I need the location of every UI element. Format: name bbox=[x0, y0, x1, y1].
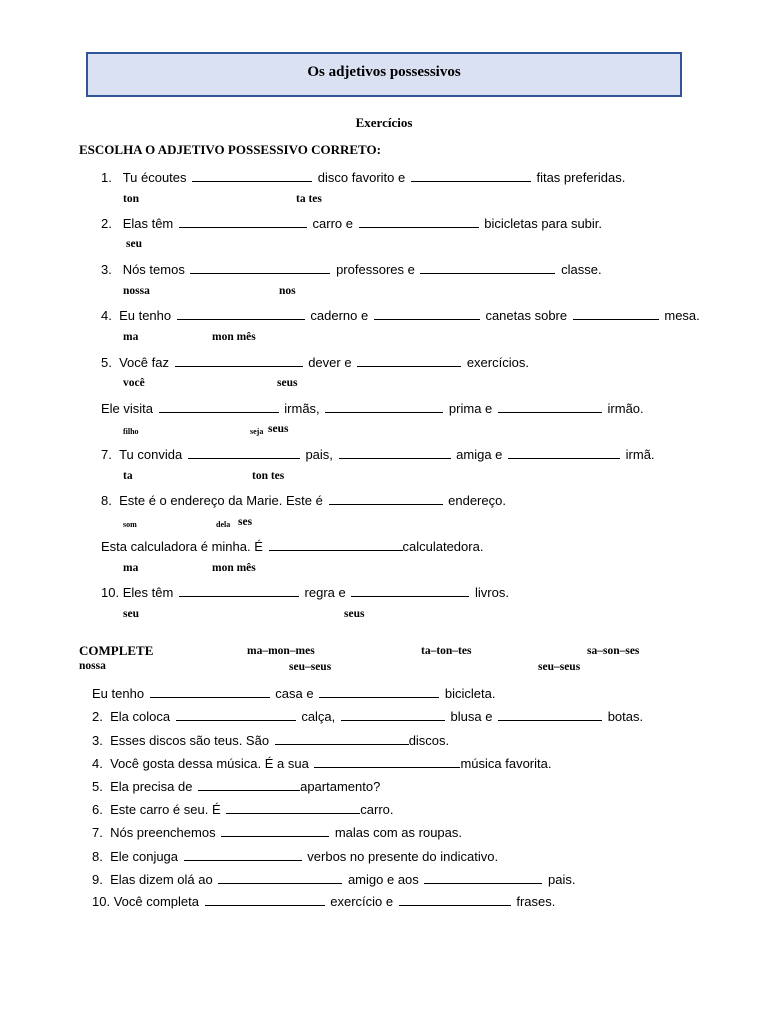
blank-field[interactable] bbox=[351, 584, 469, 597]
option-label: nossa bbox=[123, 285, 150, 297]
section2-heading: COMPLETE bbox=[79, 643, 154, 658]
blank-field[interactable] bbox=[329, 492, 443, 505]
exercise-line: 6. Este carro é seu. É carro. bbox=[92, 802, 394, 817]
blank-field[interactable] bbox=[218, 871, 342, 884]
blank-field[interactable] bbox=[221, 824, 329, 837]
option-group: ma–mon–mes bbox=[247, 645, 315, 657]
option-label: ma bbox=[123, 562, 139, 574]
blank-field[interactable] bbox=[192, 169, 312, 182]
blank-field[interactable] bbox=[175, 354, 303, 367]
option-label: mon mês bbox=[212, 562, 256, 574]
option-group: ta–ton–tes bbox=[421, 645, 472, 657]
option-label: seja bbox=[250, 427, 264, 436]
blank-field[interactable] bbox=[179, 215, 307, 228]
option-label: ta bbox=[123, 470, 133, 482]
exercise-line: 7. Tu convida pais, amiga e irmã. bbox=[101, 447, 655, 462]
blank-field[interactable] bbox=[159, 400, 279, 413]
option-label: ton bbox=[123, 193, 139, 205]
option-label: você bbox=[123, 377, 145, 389]
exercise-line: Ele visita irmãs, prima e irmão. bbox=[101, 401, 644, 416]
blank-field[interactable] bbox=[508, 446, 620, 459]
exercise-line: 10. Eles têm regra e livros. bbox=[101, 585, 509, 600]
blank-field[interactable] bbox=[420, 261, 555, 274]
exercise-line: 2. Elas têm carro e bicicletas para subir. bbox=[101, 216, 603, 231]
exercise-line: 8. Este é o endereço da Marie. Este é endereço. bbox=[101, 493, 506, 508]
blank-field[interactable] bbox=[424, 871, 542, 884]
option-label: ses bbox=[238, 516, 253, 528]
option-label: seu bbox=[126, 238, 142, 250]
blank-field[interactable] bbox=[269, 538, 403, 551]
blank-field[interactable] bbox=[357, 354, 461, 367]
exercise-line: Eu tenho casa e bicicleta. bbox=[92, 686, 496, 701]
blank-field[interactable] bbox=[325, 400, 443, 413]
blank-field[interactable] bbox=[399, 893, 511, 906]
exercise-line: 9. Elas dizem olá ao amigo e aos pais. bbox=[92, 872, 576, 887]
blank-field[interactable] bbox=[498, 400, 602, 413]
option-label: ton tes bbox=[252, 470, 285, 482]
section1-heading: ESCOLHA O ADJETIVO POSSESSIVO CORRETO: bbox=[79, 142, 381, 157]
option-label: filho bbox=[123, 427, 139, 436]
blank-field[interactable] bbox=[339, 446, 451, 459]
exercise-line: 10. Você completa exercício e frases. bbox=[92, 894, 556, 909]
blank-field[interactable] bbox=[205, 893, 325, 906]
blank-field[interactable] bbox=[359, 215, 479, 228]
exercise-line: 3. Esses discos são teus. São discos. bbox=[92, 733, 450, 748]
option-group: sa–son–ses bbox=[587, 645, 640, 657]
blank-field[interactable] bbox=[150, 685, 270, 698]
option-label: ma bbox=[123, 331, 139, 343]
exercise-line: 5. Ela precisa de apartamento? bbox=[92, 779, 381, 794]
blank-field[interactable] bbox=[498, 708, 602, 721]
option-group: nossa bbox=[79, 660, 106, 672]
blank-field[interactable] bbox=[341, 708, 445, 721]
blank-field[interactable] bbox=[374, 307, 480, 320]
blank-field[interactable] bbox=[176, 708, 296, 721]
exercise-line: 2. Ela coloca calça, blusa e botas. bbox=[92, 709, 644, 724]
option-label: ta tes bbox=[296, 193, 322, 205]
blank-field[interactable] bbox=[275, 732, 409, 745]
option-label: dela bbox=[216, 520, 231, 529]
exercise-line: 1. Tu écoutes disco favorito e fitas preferidas. bbox=[101, 170, 626, 185]
exercise-line: 5. Você faz dever e exercícios. bbox=[101, 355, 529, 370]
blank-field[interactable] bbox=[190, 261, 330, 274]
option-label: seu bbox=[123, 608, 139, 620]
option-label: seus bbox=[344, 608, 365, 620]
blank-field[interactable] bbox=[573, 307, 659, 320]
option-label: som bbox=[123, 520, 137, 529]
page-title: Os adjetivos possessivos bbox=[307, 64, 461, 80]
option-label: mon mês bbox=[212, 331, 256, 343]
blank-field[interactable] bbox=[411, 169, 531, 182]
blank-field[interactable] bbox=[184, 848, 302, 861]
option-group: seu–seus bbox=[538, 661, 581, 673]
blank-field[interactable] bbox=[314, 755, 460, 768]
exercise-line: Esta calculadora é minha. É calculatedora. bbox=[101, 539, 484, 554]
subtitle: Exercícios bbox=[355, 115, 413, 130]
exercise-line: 4. Eu tenho caderno e canetas sobre mesa. bbox=[101, 308, 700, 323]
blank-field[interactable] bbox=[319, 685, 439, 698]
title-box bbox=[86, 52, 682, 97]
blank-field[interactable] bbox=[226, 801, 360, 814]
blank-field[interactable] bbox=[177, 307, 305, 320]
blank-field[interactable] bbox=[179, 584, 299, 597]
exercise-line: 8. Ele conjuga verbos no presente do indicativo. bbox=[92, 849, 499, 864]
exercise-line: 3. Nós temos professores e classe. bbox=[101, 262, 602, 277]
option-label: seus bbox=[277, 377, 298, 389]
blank-field[interactable] bbox=[198, 778, 300, 791]
option-group: seu–seus bbox=[289, 661, 332, 673]
exercise-line: 4. Você gosta dessa música. É a sua música favorita. bbox=[92, 756, 552, 771]
option-label: nos bbox=[279, 285, 296, 297]
exercise-line: 7. Nós preenchemos malas com as roupas. bbox=[92, 825, 462, 840]
blank-field[interactable] bbox=[188, 446, 300, 459]
option-label: seus bbox=[268, 423, 289, 435]
